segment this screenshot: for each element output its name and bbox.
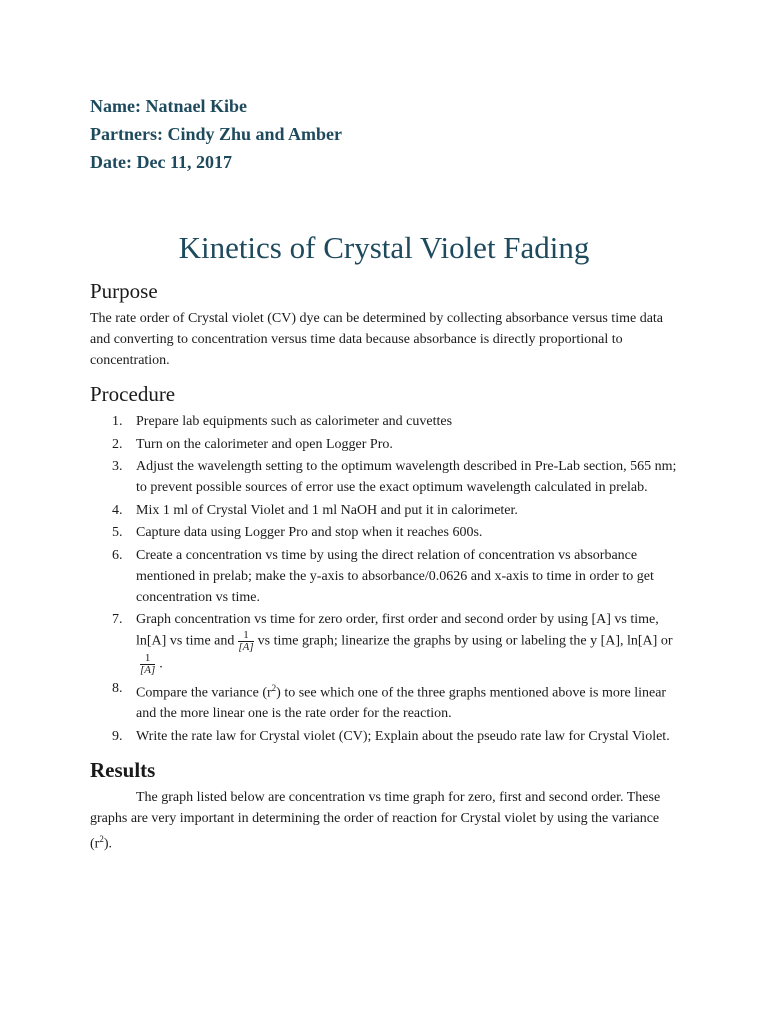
procedure-step: [90, 522, 678, 543]
procedure-step: [90, 609, 678, 676]
superscript: 2: [99, 833, 104, 844]
step-number: 1.: [112, 414, 123, 429]
step-text: .: [159, 656, 163, 672]
procedure-step: [90, 456, 678, 498]
step-number: 4.: [112, 502, 123, 518]
procedure-step: [90, 678, 678, 725]
procedure-heading: Procedure: [90, 382, 176, 406]
fraction-denominator: [A]: [238, 641, 254, 653]
step-text: Capture data using Logger Pro and stop when it reaches 600s.: [136, 525, 483, 540]
step-text: vs time graph; linearize the graphs by using or labeling the y [A], ln[A] or: [257, 633, 673, 649]
step-text: Prepare lab equipments such as calorimeter and cuvettes: [136, 414, 453, 429]
procedure-step: [90, 500, 678, 521]
step-number: 6.: [112, 547, 123, 563]
results-text: [90, 787, 678, 855]
procedure-step: [90, 411, 678, 432]
step-number: 5.: [112, 525, 123, 540]
step-text: ) to see which one of the three graphs mentioned above is more linear and the more linear one is the rate order for the reaction.: [136, 685, 667, 722]
superscript: 2: [271, 682, 277, 693]
step-text: Graph concentration vs time for zero order, first order and second order by using [A] vs time, ln[A] vs time and: [136, 612, 659, 649]
results-text-part: ).: [103, 836, 112, 852]
purpose-heading: Purpose: [90, 279, 158, 303]
fraction-numerator: 1: [238, 630, 253, 642]
procedure-list: [90, 411, 678, 747]
procedure-step: [90, 434, 678, 455]
procedure-step: [90, 545, 678, 608]
step-text: Turn on the calorimeter and open Logger Pro.: [136, 436, 393, 452]
date-line: Date: Dec 11, 2017: [90, 152, 232, 172]
step-number: 2.: [112, 436, 123, 452]
step-text: Compare the variance (r: [136, 685, 272, 701]
fraction-one-over-a: [238, 630, 253, 653]
step-text: Mix 1 ml of Crystal Violet and 1 ml NaOH and put it in calorimeter.: [136, 502, 518, 518]
procedure-step: [90, 726, 678, 747]
step-number: 9.: [112, 728, 123, 744]
fraction-one-over-a: [140, 653, 155, 676]
step-number: 3.: [112, 459, 123, 474]
partners-line: Partners: Cindy Zhu and Amber: [90, 124, 343, 144]
step-text: Adjust the wavelength setting to the optimum wavelength described in Pre-Lab section, 565 nm; to prevent possible sources of error use the exact optimum wavelength calculated in prelab.: [136, 459, 677, 495]
fraction-numerator: 1: [140, 653, 155, 665]
step-number: 7.: [112, 612, 123, 627]
fraction-denominator: [A]: [140, 664, 156, 676]
purpose-text: The rate order of Crystal violet (CV) dye can be determined by collecting absorbance versus time data and converting to concentration versus time data because absorbance is directly proportional to concentration.: [90, 311, 664, 368]
step-text: Write the rate law for Crystal violet (CV); Explain about the pseudo rate law for Crystal Violet.: [136, 728, 670, 744]
results-text-part: The graph listed below are concentration vs time graph for zero, first and second order. These graphs are very important in determining the order of reaction for Crystal violet by using the variance (r: [90, 789, 661, 852]
author-name: Name: Natnael Kibe: [90, 96, 247, 116]
step-number: 8.: [112, 680, 123, 696]
document-title: Kinetics of Crystal Violet Fading: [178, 230, 590, 265]
step-text: Create a concentration vs time by using the direct relation of concentration vs absorbance mentioned in prelab; make the y-axis to absorbance/0.0626 and x-axis to time in order to get concentration vs time.: [136, 547, 654, 605]
results-heading: Results: [90, 757, 156, 782]
